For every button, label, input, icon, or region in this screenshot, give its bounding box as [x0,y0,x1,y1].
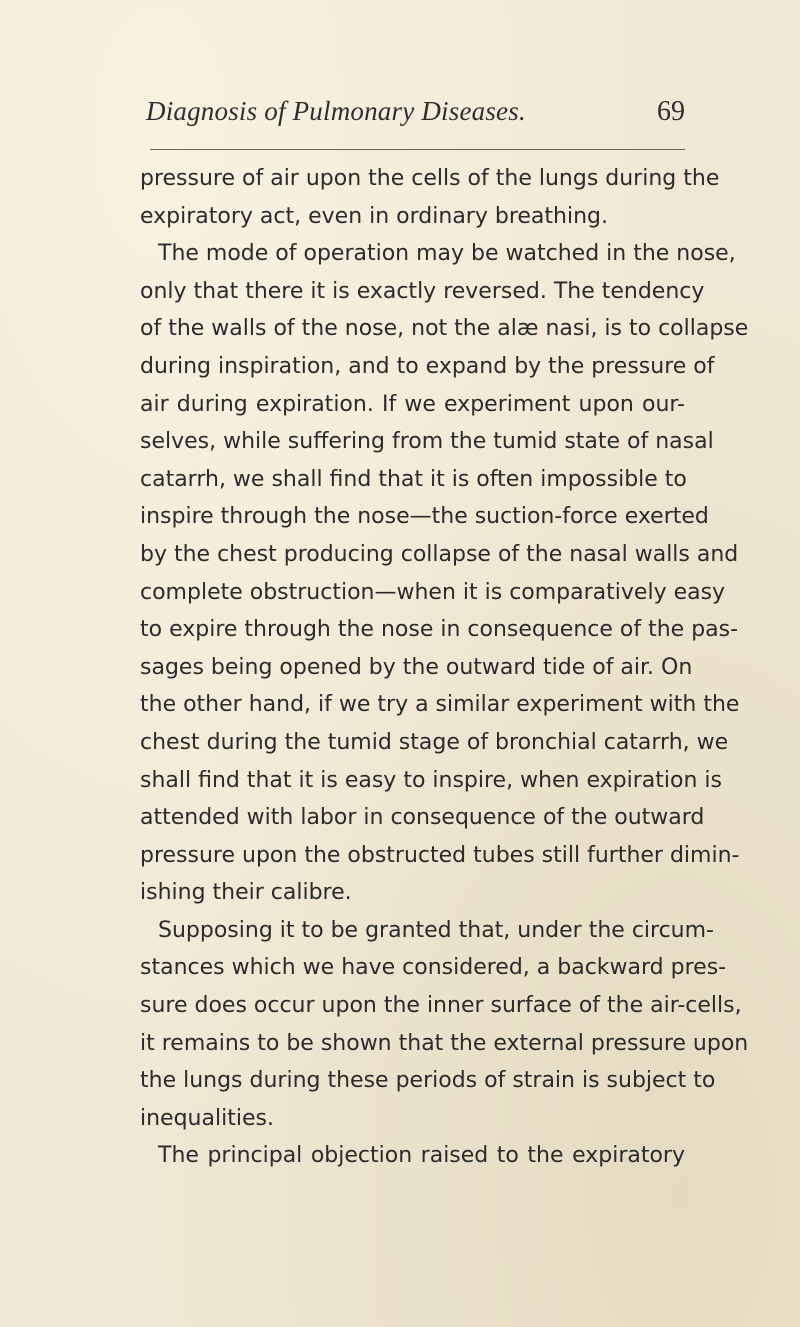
header-rule [150,149,685,150]
text-line: the lungs during these periods of strain is subject to [140,1068,716,1094]
text-line: it remains to be shown that the external pressure upon [140,1030,749,1056]
text-line: catarrh, we shall find that it is often impossible to [140,466,687,492]
text-line: chest during the tumid stage of bronchial catarrh, we [140,729,729,755]
body-text [140,160,749,1175]
text-line: the other hand, if we try a similar experiment with the [140,692,740,718]
text-line: The mode of operation may be watched in the nose, [158,241,736,267]
text-line: sages being opened by the outward tide of air. On [140,654,693,680]
text-line: ishing their calibre. [140,880,352,906]
page-number: 69 [657,96,685,127]
text-line: inequalities. [140,1105,274,1131]
text-line: by the chest producing collapse of the nasal walls and [140,541,739,567]
text-line: air during expiration. If we experiment upon our- [140,391,685,417]
text-line: shall find that it is easy to inspire, when expiration is [140,767,722,793]
text-line: inspire through the nose—the suction-force exerted [140,504,709,530]
text-line: of the walls of the nose, not the alæ nasi, is to collapse [140,316,749,342]
text-line: pressure upon the obstructed tubes still further dimin- [140,842,740,868]
text-line: attended with labor in consequence of the outward [140,805,705,831]
text-line: pressure of air upon the cells of the lungs during the [140,166,720,191]
text-line: Supposing it to be granted that, under the circum- [158,917,714,943]
text-line: sure does occur upon the inner surface of the air-cells, [140,993,742,1019]
text-line: complete obstruction—when it is comparatively easy [140,579,726,605]
text-line: only that there it is exactly reversed. The tendency [140,278,705,304]
text-line: expiratory act, even in ordinary breathing. [140,203,608,229]
running-head [140,96,685,140]
running-head-title: Diagnosis of Pulmonary Diseases. [146,96,526,126]
text-line: selves, while suffering from the tumid state of nasal [140,429,714,455]
text-line: to expire through the nose in consequence of the pas- [140,617,739,643]
text-line: during inspiration, and to expand by the pressure of [140,353,715,379]
text-line: stances which we have considered, a backward pres- [140,955,727,981]
text-line: The principal objection raised to the expiratory [158,1143,685,1169]
